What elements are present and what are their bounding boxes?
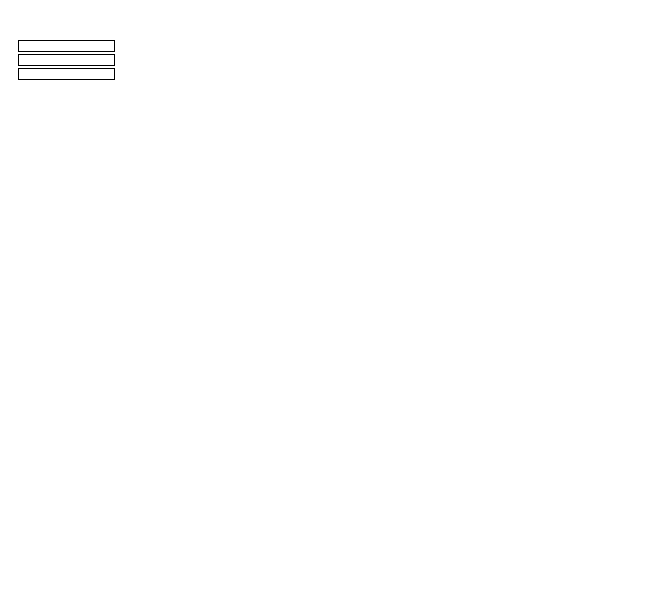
- legend-swatch-weekend: [18, 68, 115, 80]
- legend-swatch-booked: [18, 40, 115, 52]
- legend-swatch-free: [18, 54, 115, 66]
